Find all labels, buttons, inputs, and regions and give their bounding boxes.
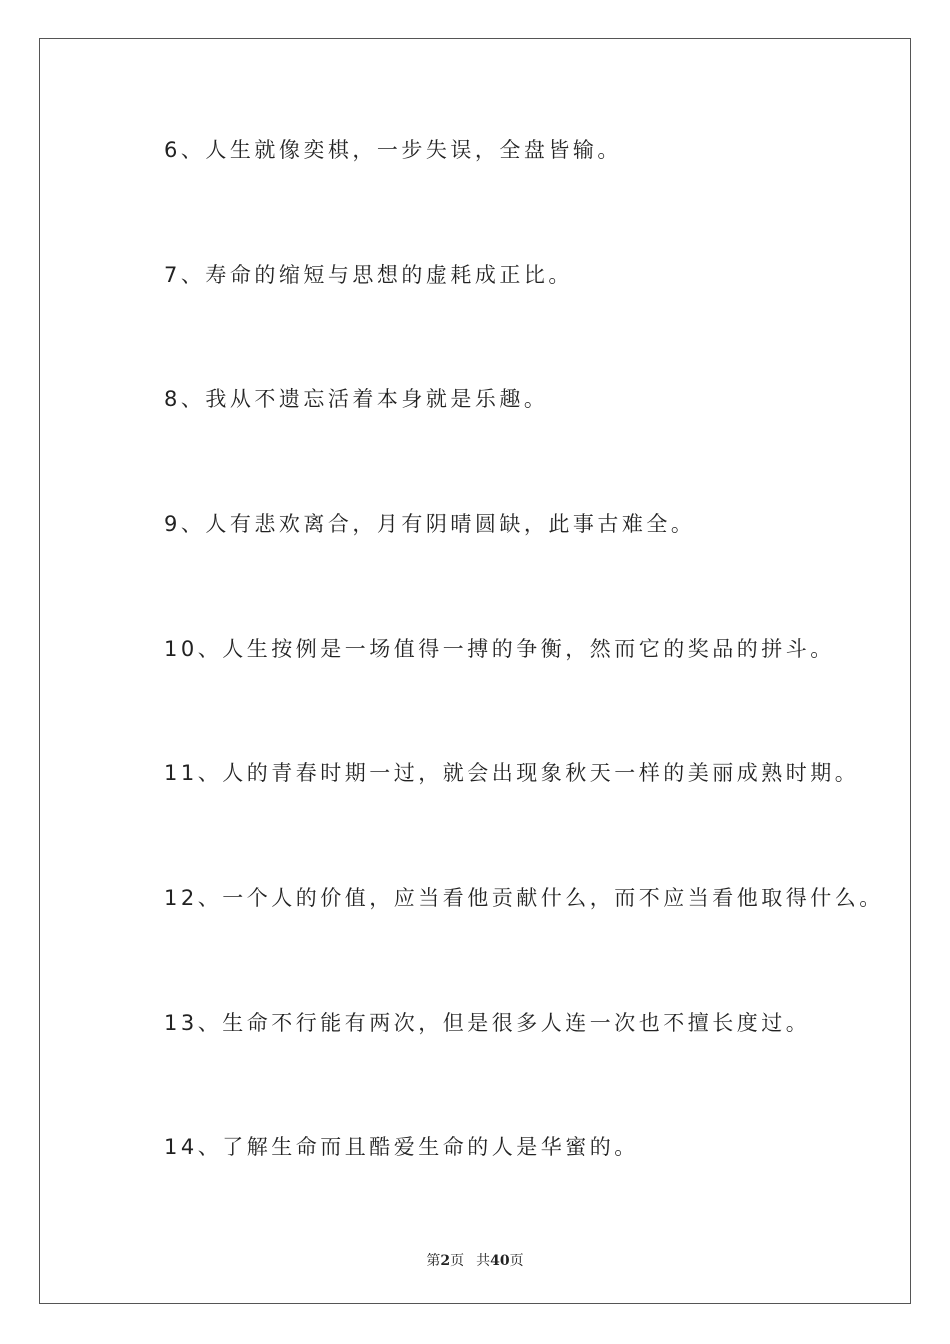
page-footer (40, 1250, 910, 1270)
document-page (39, 38, 911, 1304)
quote-item-11: 11、人的青春时期一过，就会出现象秋天一样的美丽成熟时期。 (164, 761, 860, 785)
footer-prefix: 第 (426, 1253, 441, 1269)
quote-item-6: 6、人生就像奕棋，一步失误，全盘皆输。 (164, 138, 622, 162)
footer-total-pages: 40 (490, 1253, 510, 1269)
footer-page-unit: 页 (450, 1253, 465, 1269)
quote-item-7: 7、寿命的缩短与思想的虚耗成正比。 (164, 263, 573, 287)
footer-total-unit: 页 (509, 1253, 524, 1269)
quote-item-9: 9、人有悲欢离合，月有阴晴圆缺，此事古难全。 (164, 512, 696, 536)
quote-item-12: 12、一个人的价值，应当看他贡献什么，而不应当看他取得什么。 (164, 886, 884, 910)
footer-current-page: 2 (440, 1253, 451, 1269)
quote-item-10: 10、人生按例是一场值得一搏的争衡，然而它的奖品的拼斗。 (164, 637, 835, 661)
quote-item-13: 13、生命不行能有两次，但是很多人连一次也不擅长度过。 (164, 1011, 811, 1035)
quote-item-8: 8、我从不遗忘活着本身就是乐趣。 (164, 387, 549, 411)
footer-total-prefix: 共 (476, 1253, 491, 1269)
quote-item-14: 14、了解生命而且酷爱生命的人是华蜜的。 (164, 1135, 639, 1159)
